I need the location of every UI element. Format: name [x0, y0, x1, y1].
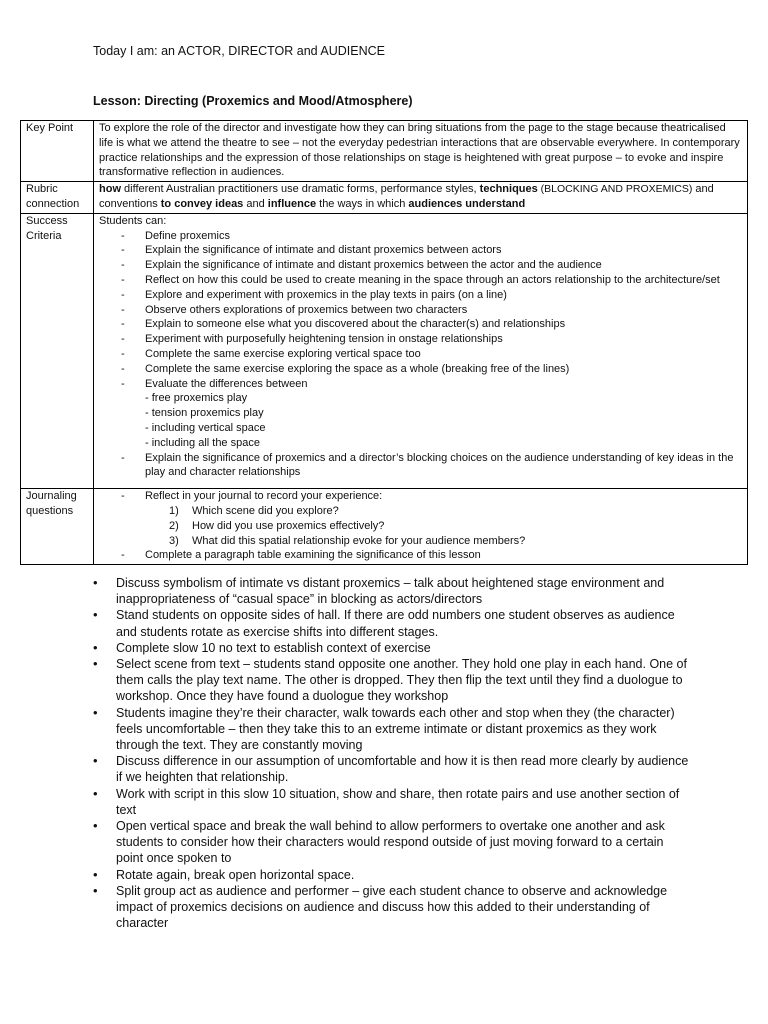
rubric-how: how — [99, 183, 121, 196]
question-number: 3) — [169, 534, 179, 547]
role-statement: Today I am: an ACTOR, DIRECTOR and AUDIENCE — [93, 44, 385, 58]
list-item: - Experiment with purposefully heightening tension in onstage relationships — [99, 332, 742, 347]
activity-item: • Open vertical space and break the wall behind to allow performers to overtake one another and ask students to consider how their characters would respond outside of just moving forward to a certain point once spoken to — [93, 818, 693, 867]
list-item: - Explain the significance of proxemics and a director’s blocking choices on the audience understanding of key ideas in the play and character relationships — [99, 451, 742, 481]
question-item — [99, 534, 742, 549]
list-item: - Evaluate the differences between — [99, 377, 742, 392]
list-item: - Reflect in your journal to record your experience: — [99, 489, 742, 504]
list-item: - Define proxemics — [99, 229, 742, 244]
journaling-questions-list — [99, 504, 742, 548]
question-text: Which scene did you explore? — [192, 504, 339, 517]
list-item: - Complete the same exercise exploring the space as a whole (breaking free of the lines) — [99, 362, 742, 377]
journaling-list — [99, 489, 742, 504]
sub-list-item: - tension proxemics play — [145, 407, 264, 420]
cell-spacer — [99, 480, 742, 487]
activity-item: • Split group act as audience and performer – give each student chance to observe and acknowledge impact of proxemics decisions on audience and discuss how this added to their understanding of character — [93, 883, 693, 932]
rubric-techniques: techniques — [479, 183, 538, 196]
sub-list-item: - free proxemics play — [145, 392, 248, 405]
activity-list — [93, 575, 693, 931]
list-item: - Explore and experiment with proxemics in the play texts in pairs (on a line) — [99, 288, 742, 303]
success-criteria-label: Success Criteria — [21, 213, 94, 488]
sub-list-item: - including vertical space — [145, 421, 266, 434]
activity-item: • Discuss symbolism of intimate vs distant proxemics – talk about heightened stage environment and inappropriateness of “casual space” in blocking as actors/directors — [93, 575, 693, 607]
rubric-label: Rubric connection — [21, 182, 94, 214]
key-point-text: To explore the role of the director and investigate how they can bring situations from the page to the stage because theatricalised life is what we attend the theatre to see – not the everyday pedestrian interactions that are observable everywhere. In contemporary practice relationships and the expression of those relationships on stage is heightened with great purpose – to evoke and inspire transformative reflection in audiences. — [94, 121, 748, 182]
success-criteria-intro: Students can: — [99, 214, 167, 227]
activity-item: • Select scene from text – students stand opposite one another. They hold one play in each hand. One of them calls the play text name. The other is dropped. They then flip the text until they find a duologue to workshop. Once they have found a duologue they workshop — [93, 656, 693, 705]
rubric-blocking-note: (BLOCKING AND PROXEMICS) — [537, 183, 693, 196]
activity-item: • Work with script in this slow 10 situation, show and share, then rotate pairs and use another section of text — [93, 786, 693, 818]
question-text: What did this spatial relationship evoke for your audience members? — [192, 534, 526, 547]
success-criteria-cell — [94, 213, 748, 488]
rubric-convey-ideas: to convey ideas — [160, 197, 244, 210]
rubric-audiences-understand: audiences understand — [408, 197, 526, 210]
rubric-influence: influence — [267, 197, 317, 210]
list-item: - Reflect on how this could be used to create meaning in the space through an actors relationship to the architecture/set — [99, 273, 742, 288]
sub-list-item: - including all the space — [145, 436, 260, 449]
lesson-plan-table — [20, 120, 748, 565]
lesson-title: Lesson: Directing (Proxemics and Mood/Atmosphere) — [93, 94, 413, 108]
rubric-part: and conventions — [99, 183, 714, 210]
key-point-row — [21, 121, 748, 182]
list-item: - Complete the same exercise exploring vertical space too — [99, 347, 742, 362]
activity-item: • Students imagine they’re their character, walk towards each other and stop when they (the character) feels uncomfortable – then they take this to an extreme intimate or distant proxemics as they work through the text. They are constantly moving — [93, 705, 693, 754]
activity-item: • Discuss difference in our assumption of uncomfortable and how it is then read more clearly by audience if we heighten that relationship. — [93, 753, 693, 785]
activity-item: • Complete slow 10 no text to establish context of exercise — [93, 640, 693, 656]
journaling-final-list — [99, 548, 742, 563]
rubric-text — [94, 182, 748, 214]
rubric-part: different Australian practitioners use dramatic forms, performance styles, — [121, 183, 480, 196]
rubric-row — [21, 182, 748, 214]
activity-item: • Rotate again, break open horizontal space. — [93, 867, 693, 883]
list-item: - Complete a paragraph table examining the significance of this lesson — [99, 548, 742, 563]
success-criteria-row — [21, 213, 748, 488]
journaling-label: Journaling questions — [21, 489, 94, 565]
question-item — [99, 519, 742, 534]
list-item: - Explain the significance of intimate and distant proxemics between the actor and the audience — [99, 258, 742, 273]
activity-item: • Stand students on opposite sides of hall. If there are odd numbers one student observes as audience and students rotate as exercise shifts into different stages. — [93, 607, 693, 639]
question-number: 2) — [169, 519, 179, 532]
key-point-label: Key Point — [21, 121, 94, 182]
list-item: - Observe others explorations of proxemics between two characters — [99, 303, 742, 318]
question-item — [99, 504, 742, 519]
journaling-cell — [94, 489, 748, 565]
question-number: 1) — [169, 504, 179, 517]
rubric-part: and — [243, 197, 268, 210]
journaling-row — [21, 489, 748, 565]
list-item: - Explain the significance of intimate and distant proxemics between actors — [99, 243, 742, 258]
question-text: How did you use proxemics effectively? — [192, 519, 385, 532]
list-item: - Explain to someone else what you discovered about the character(s) and relationships — [99, 317, 742, 332]
success-criteria-list — [99, 229, 742, 481]
rubric-part: the ways in which — [316, 197, 409, 210]
